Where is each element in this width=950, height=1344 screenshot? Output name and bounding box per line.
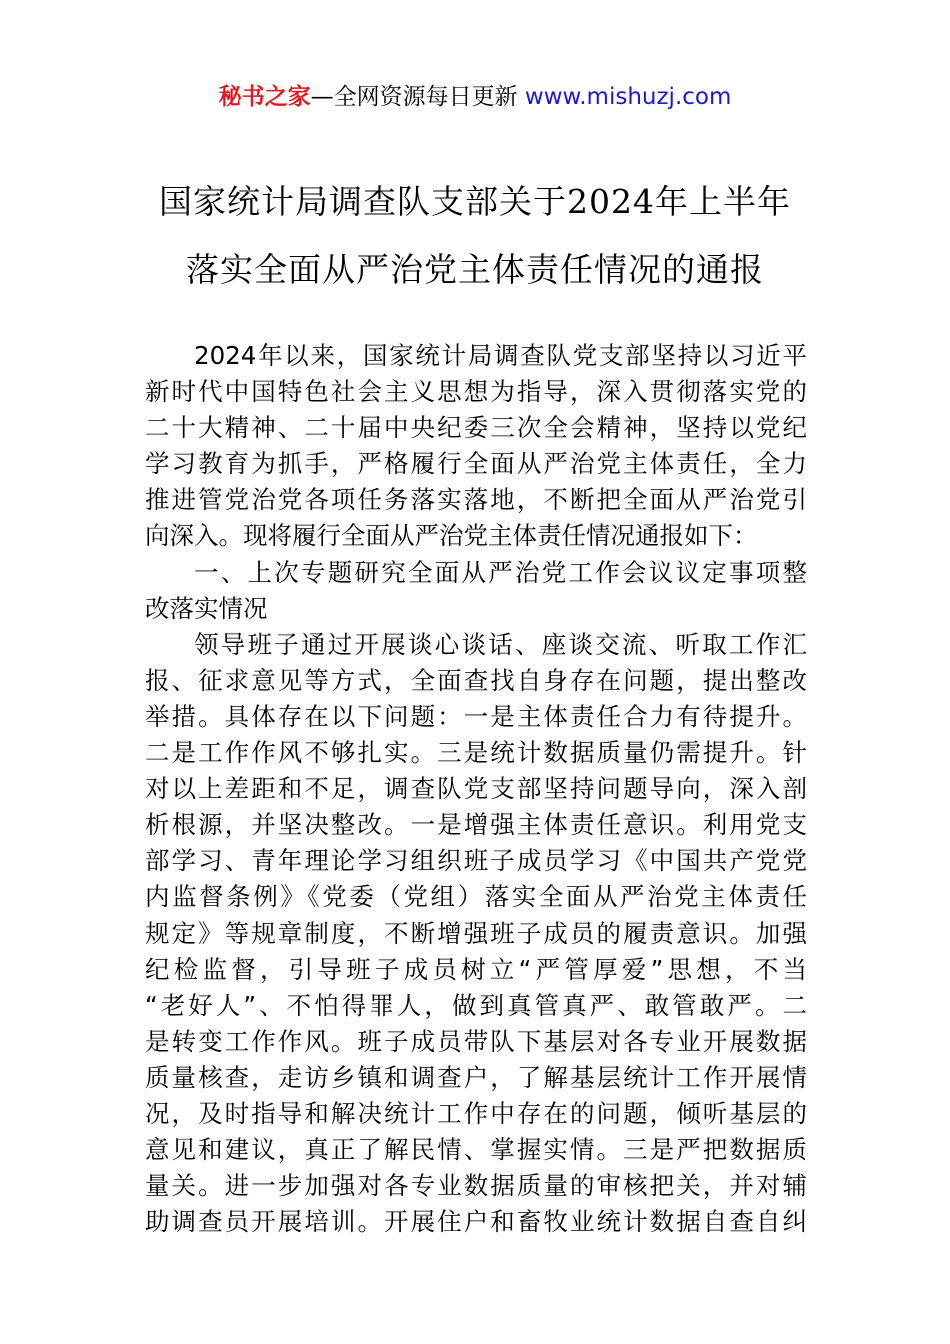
site-url-link[interactable]: www.mishuzj.com bbox=[524, 84, 732, 110]
body-line: 2024年以来，国家统计局调查队党支部坚持以习近平 bbox=[194, 341, 807, 370]
title-line: 落实全面从严治党主体责任情况的通报 bbox=[186, 250, 764, 289]
site-brand: 秘书之家 bbox=[218, 84, 311, 110]
body-line: 规定》等规章制度，不断增强班子成员的履责意识。加强 bbox=[145, 918, 807, 948]
body-line: 助调查员开展培训。开展住户和畜牧业统计数据自查自纠 bbox=[145, 1207, 807, 1237]
body-line: 内监督条例》《党委（党组）落实全面从严治党主体责任 bbox=[145, 882, 807, 912]
body-line: 意见和建议，真正了解民情、掌握实情。三是严把数据质 bbox=[145, 1135, 807, 1165]
body-line: 对以上差距和不足，调查队党支部坚持问题导向，深入剖 bbox=[145, 774, 807, 804]
site-banner bbox=[0, 80, 950, 114]
title-line: 国家统计局调查队支部关于2024年上半年 bbox=[159, 182, 791, 221]
body-line: 质量核查，走访乡镇和调查户，了解基层统计工作开展情 bbox=[145, 1062, 807, 1092]
document-title bbox=[0, 168, 950, 304]
body-line: 学习教育为抓手，严格履行全面从严治党主体责任，全力 bbox=[145, 449, 807, 479]
body-line: 二是工作作风不够扎实。三是统计数据质量仍需提升。针 bbox=[145, 738, 807, 768]
body-line: 向深入。现将履行全面从严治党主体责任情况通报如下： bbox=[145, 521, 758, 551]
body-line: 报、征求意见等方式，全面查找自身存在问题，提出整改 bbox=[145, 665, 807, 695]
body-line: 量关。进一步加强对各专业数据质量的审核把关，并对辅 bbox=[145, 1171, 807, 1201]
section-heading-line: 改落实情况 bbox=[145, 593, 268, 623]
body-line: 二十大精神、二十届中央纪委三次全会精神，坚持以党纪 bbox=[145, 413, 807, 443]
body-line: 析根源，并坚决整改。一是增强主体责任意识。利用党支 bbox=[145, 810, 807, 840]
body-line: “老好人”、不怕得罪人，做到真管真严、敢管敢严。二 bbox=[145, 990, 807, 1020]
body-line: 况，及时指导和解决统计工作中存在的问题，倾听基层的 bbox=[145, 1098, 807, 1128]
site-tagline: —全网资源每日更新 bbox=[310, 84, 525, 110]
body-line: 纪检监督，引导班子成员树立“严管厚爱”思想，不当 bbox=[145, 954, 807, 984]
body-line: 领导班子通过开展谈心谈话、座谈交流、听取工作汇 bbox=[194, 629, 807, 659]
body-line: 推进管党治党各项任务落实落地，不断把全面从严治党引 bbox=[145, 485, 807, 515]
body-line: 新时代中国特色社会主义思想为指导，深入贯彻落实党的 bbox=[145, 377, 807, 407]
body-line: 部学习、青年理论学习组织班子成员学习《中国共产党党 bbox=[145, 846, 807, 876]
section-heading-line: 一、上次专题研究全面从严治党工作会议议定事项整 bbox=[194, 557, 807, 587]
body-line: 是转变工作作风。班子成员带队下基层对各专业开展数据 bbox=[145, 1026, 807, 1056]
document-body bbox=[145, 338, 807, 1240]
body-line: 举措。具体存在以下问题：一是主体责任合力有待提升。 bbox=[145, 701, 807, 731]
